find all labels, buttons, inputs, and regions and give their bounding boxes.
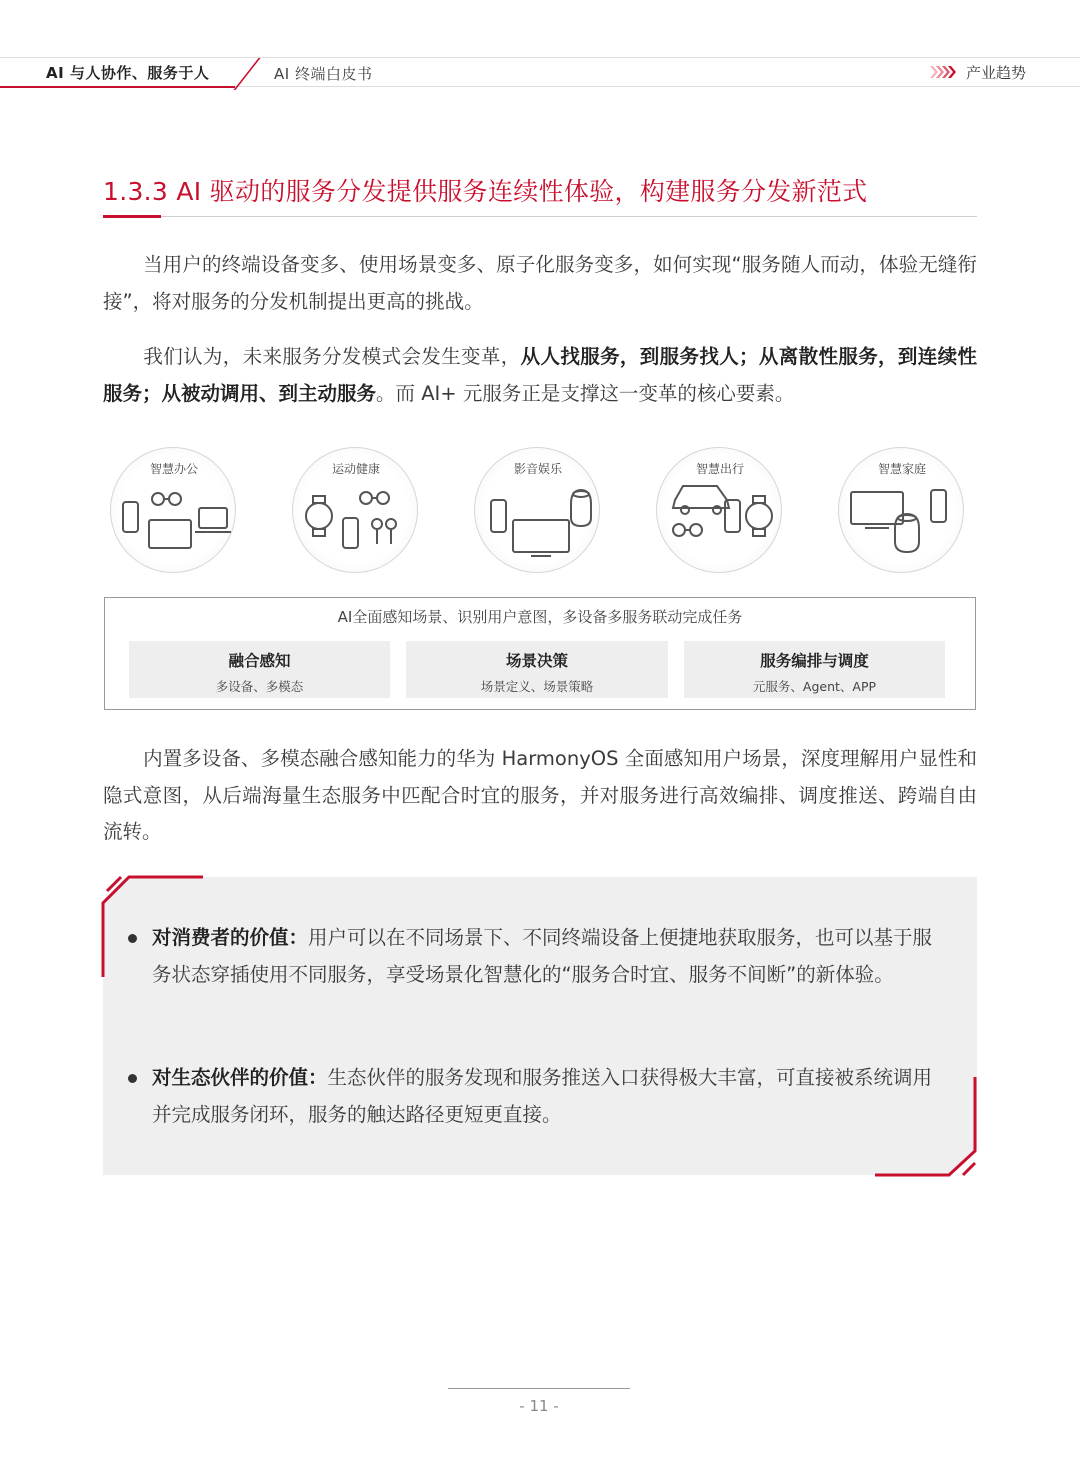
paragraph-view: [103, 339, 977, 412]
home-devices-icon: [839, 448, 965, 574]
scene-travel: [656, 447, 782, 573]
paragraph-intro: 当用户的终端设备变多、使用场景变多、原子化服务变多，如何实现“服务随人而动，体验无缝衔接”，将对服务的分发机制提出更高的挑战。: [103, 253, 977, 313]
paragraph-harmonyos: 内置多设备、多模态融合感知能力的华为 HarmonyOS 全面感知用户场景，深度理解用户显性和隐式意图，从后端海量生态服务中匹配合时宜的服务，并对服务进行高效编排、调度推送、跨端自由流转。: [103, 747, 977, 843]
header-left-title: AI 与人协作、服务于人: [46, 64, 210, 82]
paragraph-view-lead: 我们认为，未来服务分发模式会发生变革，: [143, 345, 521, 368]
bullet: [128, 934, 137, 943]
diagram-title: AI全面感知场景、识别用户意图，多设备多服务联动完成任务: [337, 608, 743, 626]
scene-label: 智慧家庭: [877, 462, 926, 476]
pillar-sub: 元服务、Agent、APP: [752, 679, 877, 694]
pillar-service-orchestration: [684, 641, 945, 698]
value-consumer-text: 用户可以在不同场景下、不同终端设备上便捷地获取服务，也可以基于服务状态穿插使用不同服务，享受场景化智慧化的“服务合时宜、服务不间断”的新体验。: [152, 926, 933, 986]
header-section-label: 产业趋势: [966, 64, 1027, 82]
entertainment-devices-icon: [475, 448, 601, 574]
value-consumer: [152, 920, 942, 993]
scene-health: [292, 447, 418, 573]
scene-office: [110, 447, 236, 573]
pillar-name: 服务编排与调度: [760, 652, 869, 670]
paragraph-view-tail: 。而 AI+ 元服务正是支撑这一变革的核心要素。: [376, 381, 795, 405]
header-accent-rule: [0, 86, 235, 88]
paragraph-view-emphasis: 从人找服务，到服务找人；从离散性服务，到连续性服务；从被动调用、到主动服务: [103, 345, 977, 405]
scene-label: 智慧办公: [149, 462, 198, 476]
header-top-rule: [0, 57, 1080, 58]
pillar-scene-decision: [406, 641, 668, 698]
scene-entertainment: [474, 447, 600, 573]
header-doc-title: AI 终端白皮书: [274, 65, 373, 83]
bullet: [128, 1074, 137, 1083]
value-partner-label: 对生态伙伴的价值：: [152, 1066, 328, 1089]
page-number: - 11 -: [519, 1397, 559, 1415]
office-devices-icon: [111, 448, 237, 574]
scene-label: 影音娱乐: [513, 462, 562, 476]
chevrons-icon: [930, 66, 960, 78]
scene-home: [838, 447, 964, 573]
pillar-fusion-perception: [129, 641, 390, 698]
health-devices-icon: [293, 448, 419, 574]
footer-rule: [448, 1388, 630, 1389]
title-rule: [161, 216, 977, 217]
pillar-sub: 场景定义、场景策略: [480, 679, 594, 694]
value-partner: [152, 1060, 942, 1133]
pillar-sub: 多设备、多模态: [215, 679, 304, 694]
capability-diagram: [104, 597, 976, 710]
value-partner-text: 生态伙伴的服务发现和服务推送入口获得极大丰富，可直接被系统调用并完成服务闭环，服务的触达路径更短更直接。: [152, 1066, 933, 1126]
pillar-name: 场景决策: [505, 652, 568, 670]
header-rule: [235, 86, 1080, 87]
scene-label: 运动健康: [331, 462, 380, 476]
value-consumer-label: 对消费者的价值：: [152, 926, 309, 949]
title-accent-rule: [103, 215, 161, 218]
travel-devices-icon: [657, 448, 783, 574]
pillar-name: 融合感知: [228, 652, 291, 670]
section-title: 1.3.3 AI 驱动的服务分发提供服务连续性体验，构建服务分发新范式: [103, 177, 868, 206]
scene-label: 智慧出行: [695, 462, 744, 476]
